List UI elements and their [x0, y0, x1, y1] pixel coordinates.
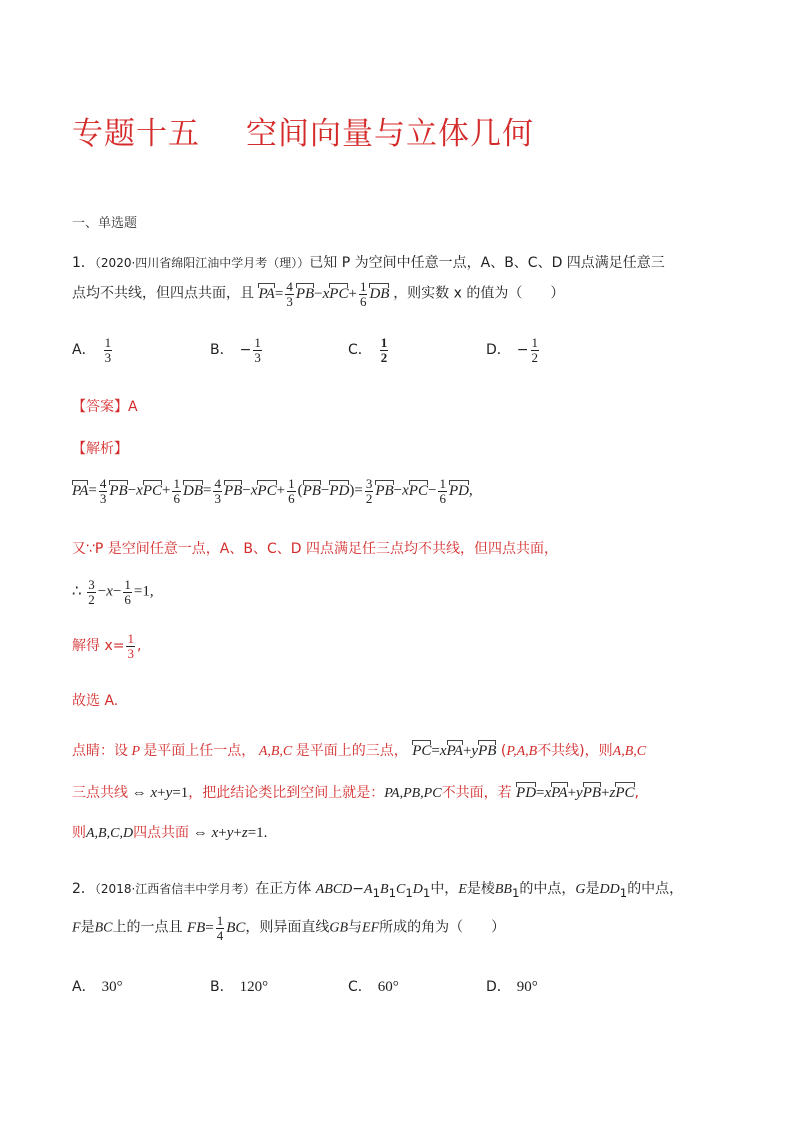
q1-source: （2020·四川省绵阳江油中学月考（理）） [94, 256, 310, 270]
q1-stem-text1: 已知 P 为空间中任意一点，A、B、C、D 四点满足任意三 [309, 255, 665, 271]
answer-tag: 【答案】 [72, 399, 128, 415]
q2-number: 2． [72, 881, 95, 897]
q1-stem-line1 [72, 252, 665, 272]
q1-hint-line3: 则A,B,C,D四点共面 ⇔ x+y+z=1. [72, 825, 268, 841]
q1-option-c[interactable]: C． $\frac{1}{2}$ [348, 335, 388, 365]
q1-option-a[interactable]: A． $\frac{1}{3}$ [72, 335, 112, 365]
q1-option-d[interactable]: D． − $\frac{1}{2}$ [486, 335, 539, 365]
answer-value: A [128, 399, 138, 415]
q2-stem-line1: 2．（2018·江西省信丰中学月考）在正方体 $ABCD-A_1B_1C_1D_1$中，E是棱$BB_1$的中点，G是$DD_1$的中点， [72, 881, 684, 900]
q1-because-line: 又∵P 是空间任意一点，A、B、C、D 四点满足任三点均不共线，但四点共面， [72, 541, 558, 557]
q1-number: 1． [72, 255, 95, 271]
q1-hint-line2: 三点共线 ⇔ x+y=1，把此结论类比到空间上就是：PA,PB,PC不共面，若 PD=xPA+yPB+zPC, [72, 785, 639, 801]
q1-choose: 故选 A. [72, 693, 119, 709]
q1-equation: ∴ $\frac{3}{2}$ −x− $\frac{1}{6}$ =1, [72, 577, 154, 607]
q1-derivation: PA= $\frac{4}{3}$ PB−xPC+ $\frac{1}{6}$ DB= $\frac{4}{3}$ PB−xPC+ $\frac{1}{6}$ (PB−PD)= $\frac{3}{2}$ PB−xPC− $\frac{1}{6}$ PD, [72, 476, 473, 506]
section-heading: 一、单选题 [72, 216, 138, 231]
title-part2: 空间向量与立体几何 [246, 116, 534, 152]
q2-option-a[interactable]: A． 30° [72, 979, 123, 995]
q1-vector-equation: PA= $\frac{4}{3}$ PB−xPC+ $\frac{1}{6}$ DB [258, 279, 390, 309]
title-part1: 专题十五 [72, 116, 200, 152]
q1-stem-line2 [72, 280, 564, 308]
q2-stem-line2: F是BC上的一点且 FB= $\frac{1}{4}$ BC，则异面直线GB与EF所成的角为（ ） [72, 913, 506, 943]
q2-option-d[interactable]: D． 90° [486, 979, 538, 995]
q1-analysis-tag: 【解析】 [72, 441, 128, 457]
q2-option-c[interactable]: C． 60° [348, 979, 399, 995]
q1-solution: 解得 x= $\frac{1}{3}$ , [72, 631, 142, 661]
page-title [72, 108, 534, 153]
q2-option-b[interactable]: B． 120° [210, 979, 269, 995]
q1-answer [72, 396, 138, 416]
q1-stem-text2: 点均不共线，但四点共面，且 [72, 285, 254, 302]
q1-option-b[interactable]: B． − $\frac{1}{3}$ [210, 335, 261, 365]
q1-hint-line1: 点睛：设 P 是平面上任一点， A,B,C 是平面上的三点， PC=xPA+yPB (P,A,B不共线)，则A,B,C [72, 743, 647, 759]
q1-stem-text3: ，则实数 x 的值为（ ） [393, 285, 565, 302]
q2-source: （2018·江西省信丰中学月考） [94, 882, 256, 896]
